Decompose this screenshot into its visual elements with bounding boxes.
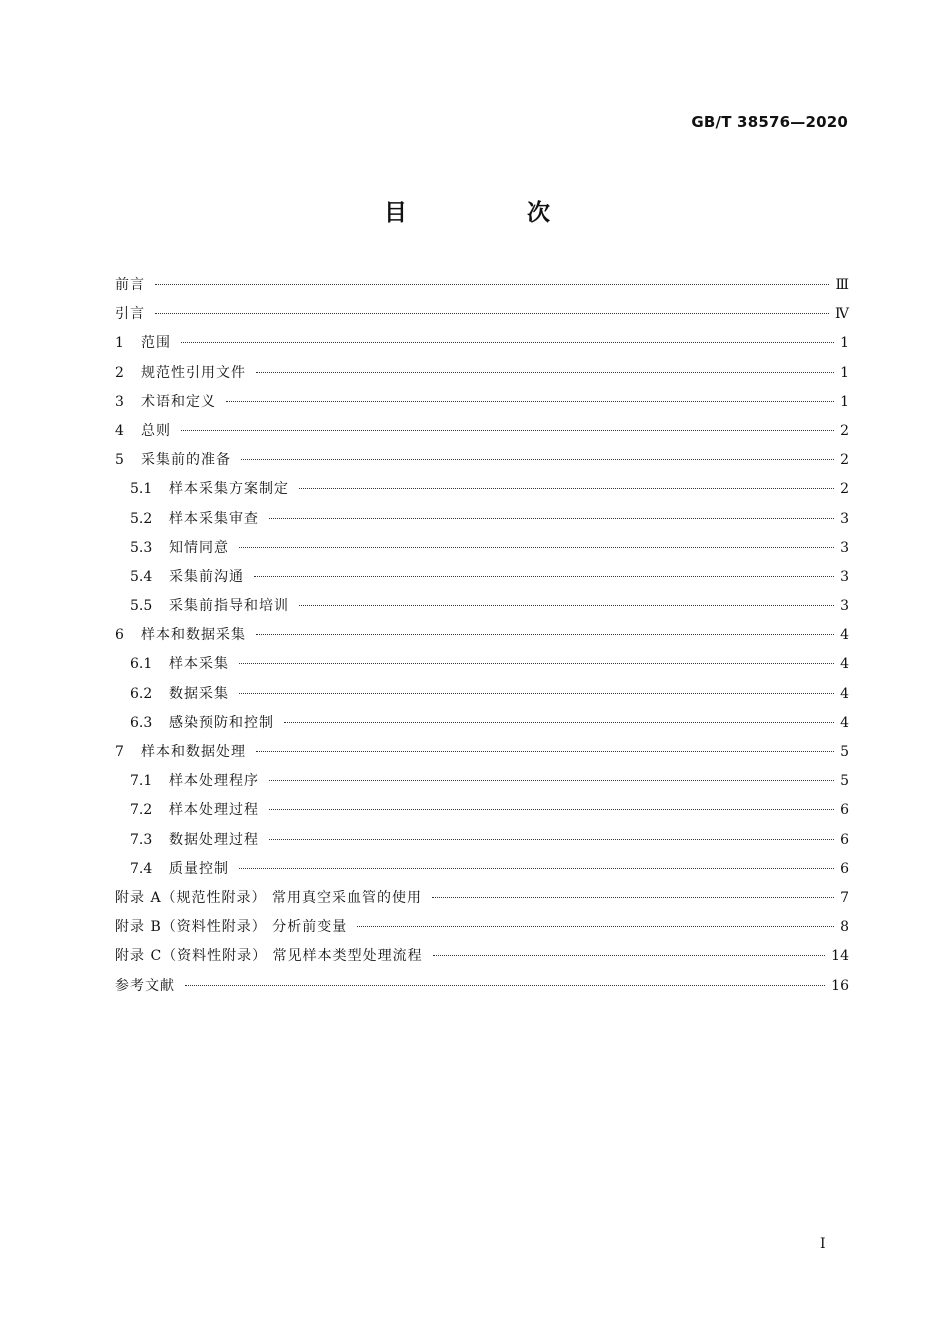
toc-entry-label: 样本处理过程 <box>169 802 259 819</box>
toc-entry[interactable] <box>115 680 849 709</box>
toc-entry-label: 附录 C（资料性附录） 常见样本类型处理流程 <box>115 948 423 965</box>
toc-entry-page: 1 <box>840 364 849 381</box>
toc-entry-page: 14 <box>831 948 849 965</box>
toc-entry[interactable] <box>115 534 849 563</box>
toc-entry-page: 6 <box>840 802 849 819</box>
toc-entry-label: 总则 <box>141 422 171 439</box>
dot-leader <box>239 693 834 694</box>
toc-entry-page: 2 <box>840 422 849 439</box>
toc-entry[interactable] <box>115 563 849 592</box>
dot-leader <box>241 459 834 460</box>
toc-entry-label: 采集前指导和培训 <box>169 598 289 615</box>
toc-entry-page: 16 <box>831 977 849 994</box>
toc-entry[interactable] <box>115 650 849 679</box>
toc-entry-number: 1 <box>115 335 124 352</box>
toc-entry-number: 5.3 <box>130 539 153 556</box>
dot-leader <box>239 663 834 664</box>
toc-entry[interactable] <box>115 826 849 855</box>
toc-entry[interactable] <box>115 796 849 825</box>
toc-entry-page: 3 <box>840 598 849 615</box>
toc-entry-label: 附录 B（资料性附录） 分析前变量 <box>115 919 348 936</box>
toc-entry-page: 2 <box>840 452 849 469</box>
toc-entry[interactable] <box>115 388 849 417</box>
toc-entry[interactable] <box>115 359 849 388</box>
toc-entry[interactable] <box>115 738 849 767</box>
dot-leader <box>299 488 834 489</box>
dot-leader <box>433 955 826 956</box>
toc-entry[interactable] <box>115 855 849 884</box>
toc-entry-page: 8 <box>840 919 849 936</box>
toc-entry-page: 6 <box>840 860 849 877</box>
toc-entry-number: 5.5 <box>130 598 153 615</box>
toc-entry-page: 3 <box>840 568 849 585</box>
table-of-contents <box>115 271 849 1001</box>
toc-entry-label: 样本和数据处理 <box>141 744 246 760</box>
toc-entry-page: 3 <box>840 539 849 556</box>
toc-entry-label: 知情同意 <box>169 539 229 556</box>
toc-entry[interactable] <box>115 417 849 446</box>
toc-entry-page: 4 <box>840 656 849 673</box>
standard-code: GB/T 38576—2020 <box>691 113 848 131</box>
toc-entry-number: 6.1 <box>130 656 153 673</box>
dot-leader <box>155 284 829 285</box>
toc-entry-page: 3 <box>840 510 849 527</box>
toc-entry[interactable] <box>115 271 849 300</box>
toc-entry-number: 5.1 <box>130 481 153 498</box>
toc-entry[interactable] <box>115 972 849 1001</box>
dot-leader <box>256 372 834 373</box>
dot-leader <box>239 868 834 869</box>
toc-entry-number: 7.3 <box>130 831 153 848</box>
dot-leader <box>299 605 834 606</box>
toc-entry-number: 7 <box>115 744 124 760</box>
toc-entry[interactable] <box>115 475 849 504</box>
page-number: Ⅰ <box>820 1236 826 1252</box>
toc-entry[interactable] <box>115 884 849 913</box>
dot-leader <box>256 751 834 752</box>
dot-leader <box>284 722 834 723</box>
dot-leader <box>269 839 834 840</box>
toc-entry[interactable] <box>115 446 849 475</box>
toc-entry-number: 6.3 <box>130 714 153 731</box>
toc-entry[interactable] <box>115 592 849 621</box>
toc-entry-number: 7.4 <box>130 860 153 877</box>
toc-entry-label: 数据处理过程 <box>169 831 259 848</box>
toc-entry-page: 6 <box>840 831 849 848</box>
toc-entry[interactable] <box>115 300 849 329</box>
dot-leader <box>254 576 834 577</box>
toc-entry-label: 前言 <box>115 277 145 293</box>
dot-leader <box>181 342 834 343</box>
toc-entry[interactable] <box>115 329 849 358</box>
toc-entry-label: 感染预防和控制 <box>169 714 274 731</box>
toc-entry-number: 2 <box>115 364 124 381</box>
toc-entry[interactable] <box>115 621 849 650</box>
toc-entry-number: 3 <box>115 393 124 410</box>
dot-leader <box>256 634 834 635</box>
toc-entry-label: 样本采集 <box>169 656 229 673</box>
toc-entry-number: 4 <box>115 422 124 439</box>
toc-entry-label: 规范性引用文件 <box>141 364 246 381</box>
toc-entry-number: 7.1 <box>130 773 153 790</box>
toc-entry-number: 5 <box>115 452 124 469</box>
dot-leader <box>357 926 834 927</box>
dot-leader <box>432 897 834 898</box>
dot-leader <box>226 401 834 402</box>
toc-entry-number: 5.4 <box>130 568 153 585</box>
toc-entry-label: 质量控制 <box>169 860 229 877</box>
page-title: 目 次 <box>383 200 606 226</box>
toc-entry-page: 4 <box>840 685 849 702</box>
toc-entry[interactable] <box>115 942 849 971</box>
toc-entry-page: 1 <box>840 335 849 352</box>
toc-entry[interactable] <box>115 505 849 534</box>
dot-leader <box>239 547 834 548</box>
toc-entry-label: 附录 A（规范性附录） 常用真空采血管的使用 <box>115 889 423 906</box>
toc-entry-number: 6.2 <box>130 685 153 702</box>
toc-entry-label: 采集前的准备 <box>141 452 231 469</box>
toc-entry-page: Ⅳ <box>835 306 849 323</box>
toc-entry-page: 2 <box>840 481 849 498</box>
toc-entry-number: 7.2 <box>130 802 153 819</box>
toc-entry-label: 数据采集 <box>169 685 229 702</box>
toc-entry-page: 5 <box>840 773 849 790</box>
toc-entry-label: 样本采集方案制定 <box>169 481 289 498</box>
toc-entry-page: Ⅲ <box>835 277 849 293</box>
toc-entry-page: 1 <box>840 393 849 410</box>
toc-entry-label: 样本处理程序 <box>169 773 259 790</box>
toc-entry-page: 4 <box>840 627 849 644</box>
dot-leader <box>269 809 834 810</box>
dot-leader <box>269 780 834 781</box>
toc-entry-label: 引言 <box>115 306 145 323</box>
toc-entry[interactable] <box>115 767 849 796</box>
toc-entry-label: 术语和定义 <box>141 393 216 410</box>
toc-entry-page: 5 <box>840 744 849 760</box>
toc-entry[interactable] <box>115 913 849 942</box>
toc-entry-label: 范围 <box>141 335 171 352</box>
toc-entry-page: 7 <box>840 889 849 906</box>
toc-entry-number: 6 <box>115 627 124 644</box>
toc-entry[interactable] <box>115 709 849 738</box>
dot-leader <box>185 985 825 986</box>
toc-entry-page: 4 <box>840 714 849 731</box>
dot-leader <box>181 430 834 431</box>
dot-leader <box>269 518 834 519</box>
toc-entry-label: 参考文献 <box>115 977 175 994</box>
toc-entry-label: 样本采集审查 <box>169 510 259 527</box>
dot-leader <box>155 313 829 314</box>
toc-entry-number: 5.2 <box>130 510 153 527</box>
toc-entry-label: 采集前沟通 <box>169 568 244 585</box>
toc-entry-label: 样本和数据采集 <box>141 627 246 644</box>
